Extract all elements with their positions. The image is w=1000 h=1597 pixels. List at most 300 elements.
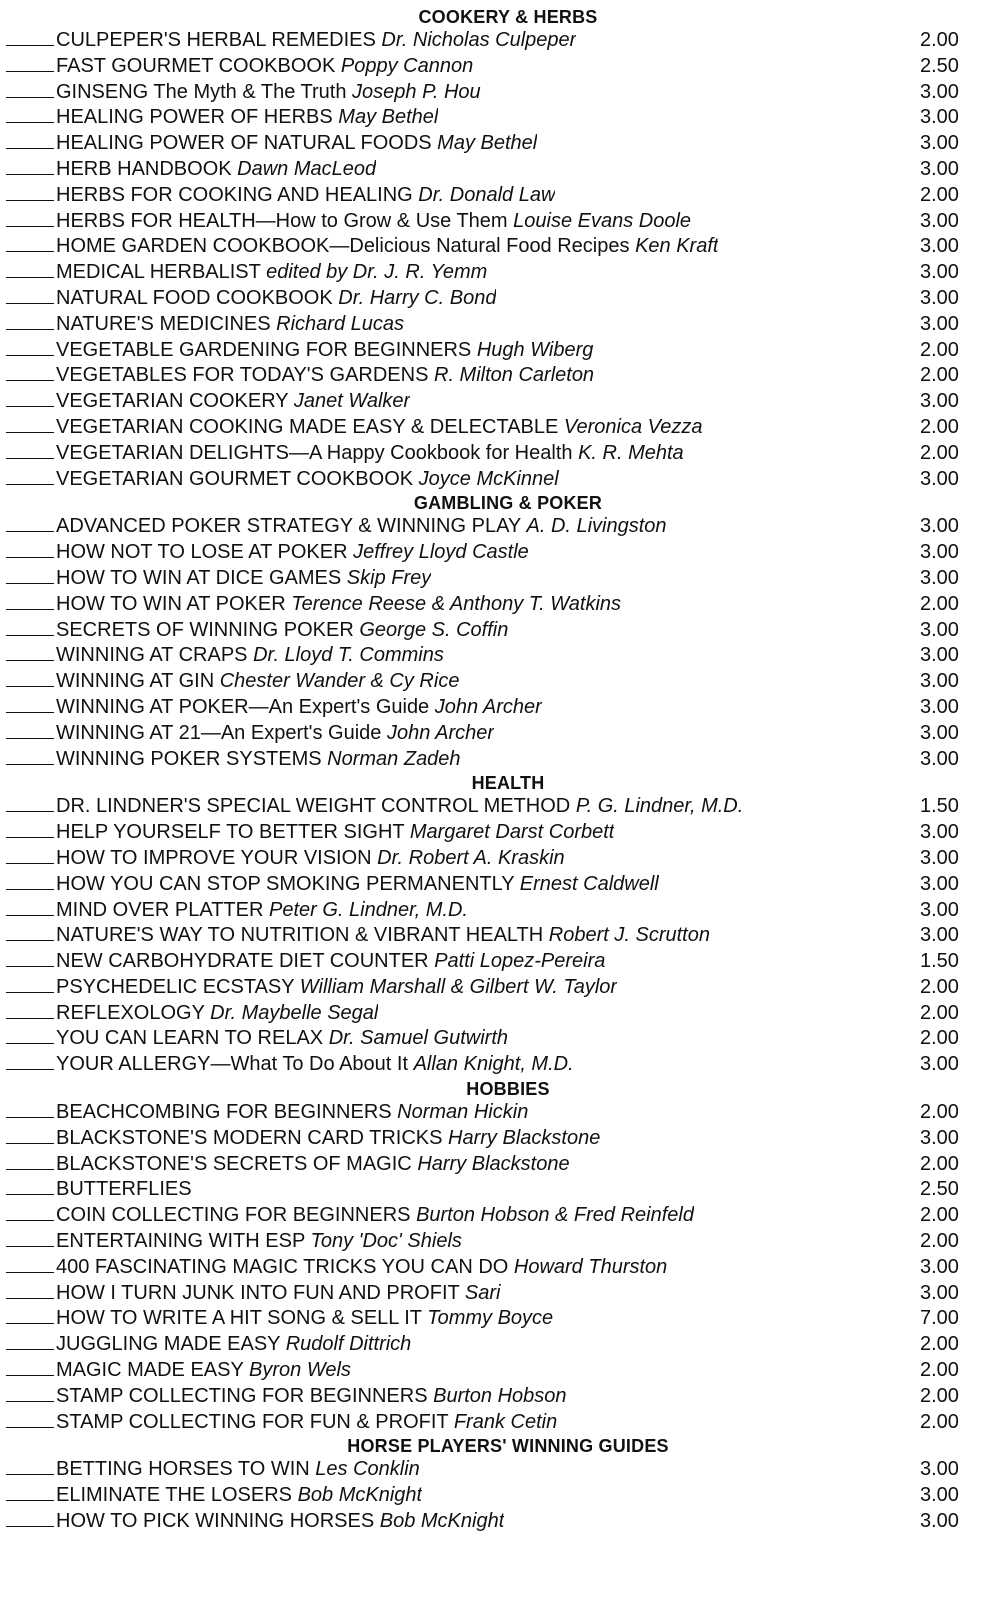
order-item-row bbox=[0, 514, 1000, 540]
item-description bbox=[56, 975, 617, 1001]
order-item-row bbox=[0, 794, 1000, 820]
book-author: Richard Lucas bbox=[276, 312, 404, 335]
order-blank-line bbox=[6, 863, 54, 864]
order-blank-line bbox=[6, 1323, 54, 1324]
book-author: Dr. Samuel Gutwirth bbox=[328, 1027, 508, 1050]
order-blank-line bbox=[6, 966, 54, 967]
order-item-row bbox=[0, 923, 1000, 949]
book-title: VEGETABLES FOR TODAY'S GARDENS bbox=[56, 364, 429, 387]
book-author: Tony 'Doc' Shiels bbox=[310, 1230, 462, 1253]
order-item-row bbox=[0, 363, 1000, 389]
order-blank-line bbox=[6, 1349, 54, 1350]
item-description bbox=[56, 1483, 422, 1509]
item-description bbox=[56, 131, 537, 157]
book-author: Ken Kraft bbox=[635, 235, 719, 258]
book-price: 1.50 bbox=[920, 795, 959, 818]
item-description bbox=[56, 157, 376, 183]
item-description bbox=[56, 898, 468, 924]
book-title: HOW TO WRITE A HIT SONG & SELL IT bbox=[56, 1307, 422, 1330]
order-item-row bbox=[0, 898, 1000, 924]
order-item-row bbox=[0, 1052, 1000, 1078]
order-blank-line bbox=[6, 1526, 54, 1527]
book-title: NATURE'S WAY TO NUTRITION & VIBRANT HEALTH bbox=[56, 924, 544, 947]
item-description bbox=[56, 105, 438, 131]
order-item-row bbox=[0, 1509, 1000, 1535]
book-title: STAMP COLLECTING FOR FUN & PROFIT bbox=[56, 1410, 449, 1433]
book-author: Sari bbox=[464, 1281, 501, 1304]
book-price: 3.00 bbox=[920, 261, 959, 284]
order-blank-line bbox=[6, 1375, 54, 1376]
order-item-row bbox=[0, 1001, 1000, 1027]
book-title: BLACKSTONE'S SECRETS OF MAGIC bbox=[56, 1152, 412, 1175]
order-item-row bbox=[0, 389, 1000, 415]
book-price: 2.00 bbox=[920, 1101, 959, 1124]
item-description bbox=[56, 794, 743, 820]
order-blank-line bbox=[6, 71, 54, 72]
book-author: Dr. Harry C. Bond bbox=[338, 286, 497, 309]
book-title: BEACHCOMBING FOR BEGINNERS bbox=[56, 1101, 392, 1124]
book-title: ELIMINATE THE LOSERS bbox=[56, 1484, 292, 1507]
book-author: Louise Evans Doole bbox=[513, 209, 692, 232]
item-description bbox=[56, 1152, 570, 1178]
item-description bbox=[56, 820, 614, 846]
book-price: 2.00 bbox=[920, 1027, 959, 1050]
book-title: HEALING POWER OF NATURAL FOODS bbox=[56, 132, 432, 155]
book-author: Byron Wels bbox=[249, 1359, 351, 1382]
book-price: 2.00 bbox=[920, 441, 959, 464]
item-description bbox=[56, 1457, 420, 1483]
order-blank-line bbox=[6, 1401, 54, 1402]
item-description bbox=[56, 1203, 694, 1229]
book-author: A. D. Livingston bbox=[526, 515, 667, 538]
item-description bbox=[56, 1126, 600, 1152]
book-author: Rudolf Dittrich bbox=[285, 1333, 412, 1356]
book-author: Tommy Boyce bbox=[427, 1307, 554, 1330]
order-item-row bbox=[0, 975, 1000, 1001]
item-description bbox=[56, 1410, 557, 1436]
order-item-row bbox=[0, 1100, 1000, 1126]
book-title: WINNING AT GIN bbox=[56, 670, 215, 693]
order-item-row bbox=[0, 820, 1000, 846]
order-item-row bbox=[0, 1229, 1000, 1255]
book-author: Joyce McKinnel bbox=[418, 467, 559, 490]
book-title: BETTING HORSES TO WIN bbox=[56, 1458, 310, 1481]
order-item-row bbox=[0, 669, 1000, 695]
book-title: HOW NOT TO LOSE AT POKER bbox=[56, 541, 348, 564]
item-description bbox=[56, 467, 559, 493]
book-title: HEALING POWER OF HERBS bbox=[56, 106, 333, 129]
book-price: 3.00 bbox=[920, 566, 959, 589]
item-description bbox=[56, 209, 691, 235]
book-author: Norman Hickin bbox=[397, 1101, 529, 1124]
book-author: Jeffrey Lloyd Castle bbox=[353, 541, 529, 564]
order-blank-line bbox=[6, 1246, 54, 1247]
book-author: Dr. Maybelle Segal bbox=[210, 1001, 379, 1024]
item-description bbox=[56, 312, 404, 338]
book-author: Les Conklin bbox=[315, 1458, 420, 1481]
order-item-row bbox=[0, 747, 1000, 773]
book-price: 3.00 bbox=[920, 872, 959, 895]
book-price: 3.00 bbox=[920, 644, 959, 667]
order-item-row bbox=[0, 872, 1000, 898]
book-author: Joseph P. Hou bbox=[352, 80, 481, 103]
order-item-row bbox=[0, 1177, 1000, 1203]
order-blank-line bbox=[6, 45, 54, 46]
item-description bbox=[56, 643, 444, 669]
order-item-row bbox=[0, 540, 1000, 566]
order-blank-line bbox=[6, 889, 54, 890]
order-item-row bbox=[0, 1255, 1000, 1281]
book-author: Chester Wander & Cy Rice bbox=[219, 670, 460, 693]
book-price: 3.00 bbox=[920, 695, 959, 718]
order-blank-line bbox=[6, 837, 54, 838]
book-price: 2.00 bbox=[920, 1204, 959, 1227]
book-price: 2.00 bbox=[920, 1230, 959, 1253]
book-author: Hugh Wiberg bbox=[476, 338, 594, 361]
book-title: VEGETARIAN COOKERY bbox=[56, 390, 289, 413]
book-price: 3.00 bbox=[920, 1510, 959, 1533]
book-title: HERBS FOR COOKING AND HEALING bbox=[56, 183, 413, 206]
book-price: 3.00 bbox=[920, 390, 959, 413]
order-blank-line bbox=[6, 97, 54, 98]
item-description bbox=[56, 566, 431, 592]
item-description bbox=[56, 618, 508, 644]
item-description bbox=[56, 1281, 501, 1307]
book-title: HOME GARDEN COOKBOOK—Delicious Natural Food Recipes bbox=[56, 235, 630, 258]
book-price: 3.00 bbox=[920, 670, 959, 693]
book-title: YOU CAN LEARN TO RELAX bbox=[56, 1027, 324, 1050]
order-blank-line bbox=[6, 609, 54, 610]
catalog-section bbox=[0, 1435, 1000, 1534]
order-blank-line bbox=[6, 1272, 54, 1273]
section-heading: HEALTH bbox=[471, 773, 545, 794]
order-item-row bbox=[0, 183, 1000, 209]
book-author: K. R. Mehta bbox=[578, 441, 684, 464]
item-description bbox=[56, 389, 410, 415]
order-blank-line bbox=[6, 1069, 54, 1070]
book-author: John Archer bbox=[386, 721, 495, 744]
order-item-row bbox=[0, 131, 1000, 157]
order-blank-line bbox=[6, 557, 54, 558]
catalog-section bbox=[0, 492, 1000, 772]
book-price: 3.00 bbox=[920, 1484, 959, 1507]
book-title: CULPEPER'S HERBAL REMEDIES bbox=[56, 29, 376, 51]
order-blank-line bbox=[6, 915, 54, 916]
book-price: 2.00 bbox=[920, 1384, 959, 1407]
book-price: 3.00 bbox=[920, 1255, 959, 1278]
order-blank-line bbox=[6, 277, 54, 278]
book-author: Allan Knight, M.D. bbox=[413, 1053, 574, 1076]
item-description bbox=[56, 1026, 508, 1052]
book-price: 2.50 bbox=[920, 54, 959, 77]
book-author: Dr. Robert A. Kraskin bbox=[377, 846, 565, 869]
order-item-row bbox=[0, 441, 1000, 467]
order-blank-line bbox=[6, 148, 54, 149]
book-price: 3.00 bbox=[920, 132, 959, 155]
order-item-row bbox=[0, 643, 1000, 669]
item-description bbox=[56, 1001, 378, 1027]
book-price: 2.00 bbox=[920, 338, 959, 361]
item-description bbox=[56, 260, 487, 286]
book-author: Margaret Darst Corbett bbox=[409, 821, 615, 844]
order-item-row bbox=[0, 260, 1000, 286]
section-heading: HOBBIES bbox=[466, 1079, 550, 1100]
item-description bbox=[56, 28, 576, 54]
order-blank-line bbox=[6, 738, 54, 739]
order-item-row bbox=[0, 234, 1000, 260]
item-description bbox=[56, 234, 718, 260]
order-item-row bbox=[0, 1457, 1000, 1483]
item-description bbox=[56, 1177, 192, 1203]
book-author: May Bethel bbox=[338, 106, 439, 129]
book-price: 2.00 bbox=[920, 1410, 959, 1433]
item-description bbox=[56, 721, 494, 747]
book-author: Ernest Caldwell bbox=[519, 872, 659, 895]
book-price: 2.00 bbox=[920, 183, 959, 206]
book-price: 3.00 bbox=[920, 618, 959, 641]
order-blank-line bbox=[6, 251, 54, 252]
book-title: HERB HANDBOOK bbox=[56, 157, 232, 180]
order-blank-line bbox=[6, 174, 54, 175]
item-description bbox=[56, 286, 496, 312]
item-description bbox=[56, 747, 461, 773]
order-blank-line bbox=[6, 1018, 54, 1019]
order-blank-line bbox=[6, 764, 54, 765]
item-description bbox=[56, 949, 605, 975]
book-author: Bob McKnight bbox=[297, 1484, 423, 1507]
book-author: Harry Blackstone bbox=[417, 1152, 570, 1175]
order-item-row bbox=[0, 1203, 1000, 1229]
book-price: 2.00 bbox=[920, 1333, 959, 1356]
order-blank-line bbox=[6, 380, 54, 381]
book-title: YOUR ALLERGY—What To Do About It bbox=[56, 1053, 409, 1076]
book-price: 3.00 bbox=[920, 541, 959, 564]
book-author: P. G. Lindner, M.D. bbox=[575, 795, 744, 818]
book-price: 2.00 bbox=[920, 975, 959, 998]
book-title: VEGETARIAN DELIGHTS—A Happy Cookbook for Health bbox=[56, 441, 573, 464]
order-blank-line bbox=[6, 1220, 54, 1221]
item-description bbox=[56, 872, 659, 898]
order-item-row bbox=[0, 80, 1000, 106]
order-blank-line bbox=[6, 686, 54, 687]
order-item-row bbox=[0, 415, 1000, 441]
book-title: MAGIC MADE EASY bbox=[56, 1359, 244, 1382]
item-description bbox=[56, 923, 710, 949]
item-description bbox=[56, 1052, 574, 1078]
item-description bbox=[56, 1229, 462, 1255]
book-title: SECRETS OF WINNING POKER bbox=[56, 618, 354, 641]
order-item-row bbox=[0, 1332, 1000, 1358]
book-title: HOW TO WIN AT POKER bbox=[56, 592, 286, 615]
book-author: Dawn MacLeod bbox=[237, 157, 377, 180]
order-item-row bbox=[0, 312, 1000, 338]
order-blank-line bbox=[6, 811, 54, 812]
order-blank-line bbox=[6, 531, 54, 532]
section-heading: COOKERY & HERBS bbox=[418, 7, 598, 27]
book-author: Dr. Nicholas Culpeper bbox=[381, 29, 577, 51]
book-price: 2.00 bbox=[920, 1359, 959, 1382]
book-author: Dr. Lloyd T. Commins bbox=[253, 644, 444, 667]
book-author: Patti Lopez-Pereira bbox=[434, 950, 606, 973]
order-item-row bbox=[0, 1358, 1000, 1384]
order-item-row bbox=[0, 1410, 1000, 1436]
book-price: 3.00 bbox=[920, 235, 959, 258]
book-title: WINNING POKER SYSTEMS bbox=[56, 747, 322, 770]
order-item-row bbox=[0, 1281, 1000, 1307]
order-item-row bbox=[0, 105, 1000, 131]
item-description bbox=[56, 514, 667, 540]
book-title: HELP YOURSELF TO BETTER SIGHT bbox=[56, 821, 405, 844]
book-price: 3.00 bbox=[920, 209, 959, 232]
book-title: STAMP COLLECTING FOR BEGINNERS bbox=[56, 1384, 428, 1407]
book-price: 3.00 bbox=[920, 106, 959, 129]
order-item-row bbox=[0, 1152, 1000, 1178]
order-blank-line bbox=[6, 635, 54, 636]
order-blank-line bbox=[6, 1117, 54, 1118]
book-title: JUGGLING MADE EASY bbox=[56, 1333, 281, 1356]
item-description bbox=[56, 695, 542, 721]
book-author: Frank Cetin bbox=[453, 1410, 558, 1433]
order-item-row bbox=[0, 1384, 1000, 1410]
book-title: HOW TO IMPROVE YOUR VISION bbox=[56, 846, 372, 869]
book-title: WINNING AT 21—An Expert's Guide bbox=[56, 721, 382, 744]
order-blank-line bbox=[6, 122, 54, 123]
order-item-row bbox=[0, 467, 1000, 493]
book-title: NATURAL FOOD COOKBOOK bbox=[56, 286, 333, 309]
item-description bbox=[56, 80, 481, 106]
order-item-row bbox=[0, 338, 1000, 364]
book-title: VEGETARIAN COOKING MADE EASY & DELECTABLE bbox=[56, 415, 559, 438]
order-blank-line bbox=[6, 226, 54, 227]
order-blank-line bbox=[6, 1500, 54, 1501]
item-description bbox=[56, 1255, 667, 1281]
book-price: 3.00 bbox=[920, 1126, 959, 1149]
book-author: John Archer bbox=[434, 695, 542, 718]
book-title: PSYCHEDELIC ECSTASY bbox=[56, 975, 295, 998]
book-price: 3.00 bbox=[920, 80, 959, 103]
item-description bbox=[56, 441, 684, 467]
order-item-row bbox=[0, 846, 1000, 872]
book-title: VEGETABLE GARDENING FOR BEGINNERS bbox=[56, 338, 472, 361]
book-author: Burton Hobson bbox=[433, 1384, 567, 1407]
book-price: 3.00 bbox=[920, 467, 959, 490]
order-item-row bbox=[0, 592, 1000, 618]
order-blank-line bbox=[6, 329, 54, 330]
item-description bbox=[56, 669, 459, 695]
book-title: HOW I TURN JUNK INTO FUN AND PROFIT bbox=[56, 1281, 460, 1304]
book-price: 2.00 bbox=[920, 592, 959, 615]
book-price: 3.00 bbox=[920, 747, 959, 770]
item-description bbox=[56, 338, 593, 364]
order-blank-line bbox=[6, 432, 54, 433]
book-author: Janet Walker bbox=[293, 390, 411, 413]
book-price: 1.50 bbox=[920, 950, 959, 973]
book-title: COIN COLLECTING FOR BEGINNERS bbox=[56, 1204, 411, 1227]
book-author: Bob McKnight bbox=[379, 1510, 505, 1533]
catalog-section bbox=[0, 772, 1000, 1078]
book-title: NEW CARBOHYDRATE DIET COUNTER bbox=[56, 950, 429, 973]
book-author: Veronica Vezza bbox=[563, 415, 703, 438]
item-description bbox=[56, 592, 621, 618]
catalog-section bbox=[0, 6, 1000, 492]
order-item-row bbox=[0, 949, 1000, 975]
catalog-section bbox=[0, 1078, 1000, 1435]
order-blank-line bbox=[6, 583, 54, 584]
order-blank-line bbox=[6, 1194, 54, 1195]
book-price: 3.00 bbox=[920, 846, 959, 869]
book-price: 2.00 bbox=[920, 364, 959, 387]
book-author: Burton Hobson & Fred Reinfeld bbox=[416, 1204, 694, 1227]
book-title: VEGETARIAN GOURMET COOKBOOK bbox=[56, 467, 414, 490]
book-title: NATURE'S MEDICINES bbox=[56, 312, 271, 335]
book-title: MEDICAL HERBALIST bbox=[56, 261, 261, 284]
order-blank-line bbox=[6, 712, 54, 713]
order-blank-line bbox=[6, 1169, 54, 1170]
section-heading: HORSE PLAYERS' WINNING GUIDES bbox=[347, 1436, 669, 1457]
order-blank-line bbox=[6, 1298, 54, 1299]
order-item-row bbox=[0, 1306, 1000, 1332]
book-price: 3.00 bbox=[920, 924, 959, 947]
book-price: 3.00 bbox=[920, 1458, 959, 1481]
book-author: May Bethel bbox=[437, 132, 538, 155]
book-title: ADVANCED POKER STRATEGY & WINNING PLAY bbox=[56, 515, 521, 538]
book-title: 400 FASCINATING MAGIC TRICKS YOU CAN DO bbox=[56, 1255, 509, 1278]
item-description bbox=[56, 54, 473, 80]
book-title: HERBS FOR HEALTH—How to Grow & Use Them bbox=[56, 209, 508, 232]
book-title: HOW TO PICK WINNING HORSES bbox=[56, 1510, 375, 1533]
book-title: HOW YOU CAN STOP SMOKING PERMANENTLY bbox=[56, 872, 515, 895]
order-item-row bbox=[0, 566, 1000, 592]
order-blank-line bbox=[6, 940, 54, 941]
book-author: Dr. Donald Law bbox=[418, 183, 556, 206]
order-item-row bbox=[0, 157, 1000, 183]
order-blank-line bbox=[6, 1427, 54, 1428]
book-author: Robert J. Scrutton bbox=[548, 924, 710, 947]
book-price: 3.00 bbox=[920, 312, 959, 335]
book-title: BUTTERFLIES bbox=[56, 1178, 192, 1201]
order-item-row bbox=[0, 54, 1000, 80]
book-title: REFLEXOLOGY bbox=[56, 1001, 205, 1024]
book-author: Terence Reese & Anthony T. Watkins bbox=[291, 592, 622, 615]
item-description bbox=[56, 1384, 567, 1410]
order-blank-line bbox=[6, 355, 54, 356]
order-blank-line bbox=[6, 484, 54, 485]
book-price: 3.00 bbox=[920, 1053, 959, 1076]
book-author: Howard Thurston bbox=[513, 1255, 668, 1278]
book-title: DR. LINDNER'S SPECIAL WEIGHT CONTROL METHOD bbox=[56, 795, 571, 818]
book-price: 3.00 bbox=[920, 286, 959, 309]
item-description bbox=[56, 1358, 351, 1384]
book-price: 3.00 bbox=[920, 721, 959, 744]
order-item-row bbox=[0, 618, 1000, 644]
book-author: Poppy Cannon bbox=[340, 54, 474, 77]
order-item-row bbox=[0, 695, 1000, 721]
order-blank-line bbox=[6, 1474, 54, 1475]
book-author: edited by Dr. J. R. Yemm bbox=[266, 261, 488, 284]
order-item-row bbox=[0, 28, 1000, 54]
book-author: George S. Coffin bbox=[359, 618, 509, 641]
order-item-row bbox=[0, 1483, 1000, 1509]
order-blank-line bbox=[6, 1043, 54, 1044]
book-price: 2.00 bbox=[920, 29, 959, 51]
book-title: WINNING AT POKER—An Expert's Guide bbox=[56, 695, 430, 718]
book-author: Harry Blackstone bbox=[448, 1126, 601, 1149]
book-price: 2.00 bbox=[920, 415, 959, 438]
order-blank-line bbox=[6, 458, 54, 459]
order-blank-line bbox=[6, 1143, 54, 1144]
book-author: Peter G. Lindner, M.D. bbox=[269, 898, 468, 921]
book-title: ENTERTAINING WITH ESP bbox=[56, 1230, 305, 1253]
